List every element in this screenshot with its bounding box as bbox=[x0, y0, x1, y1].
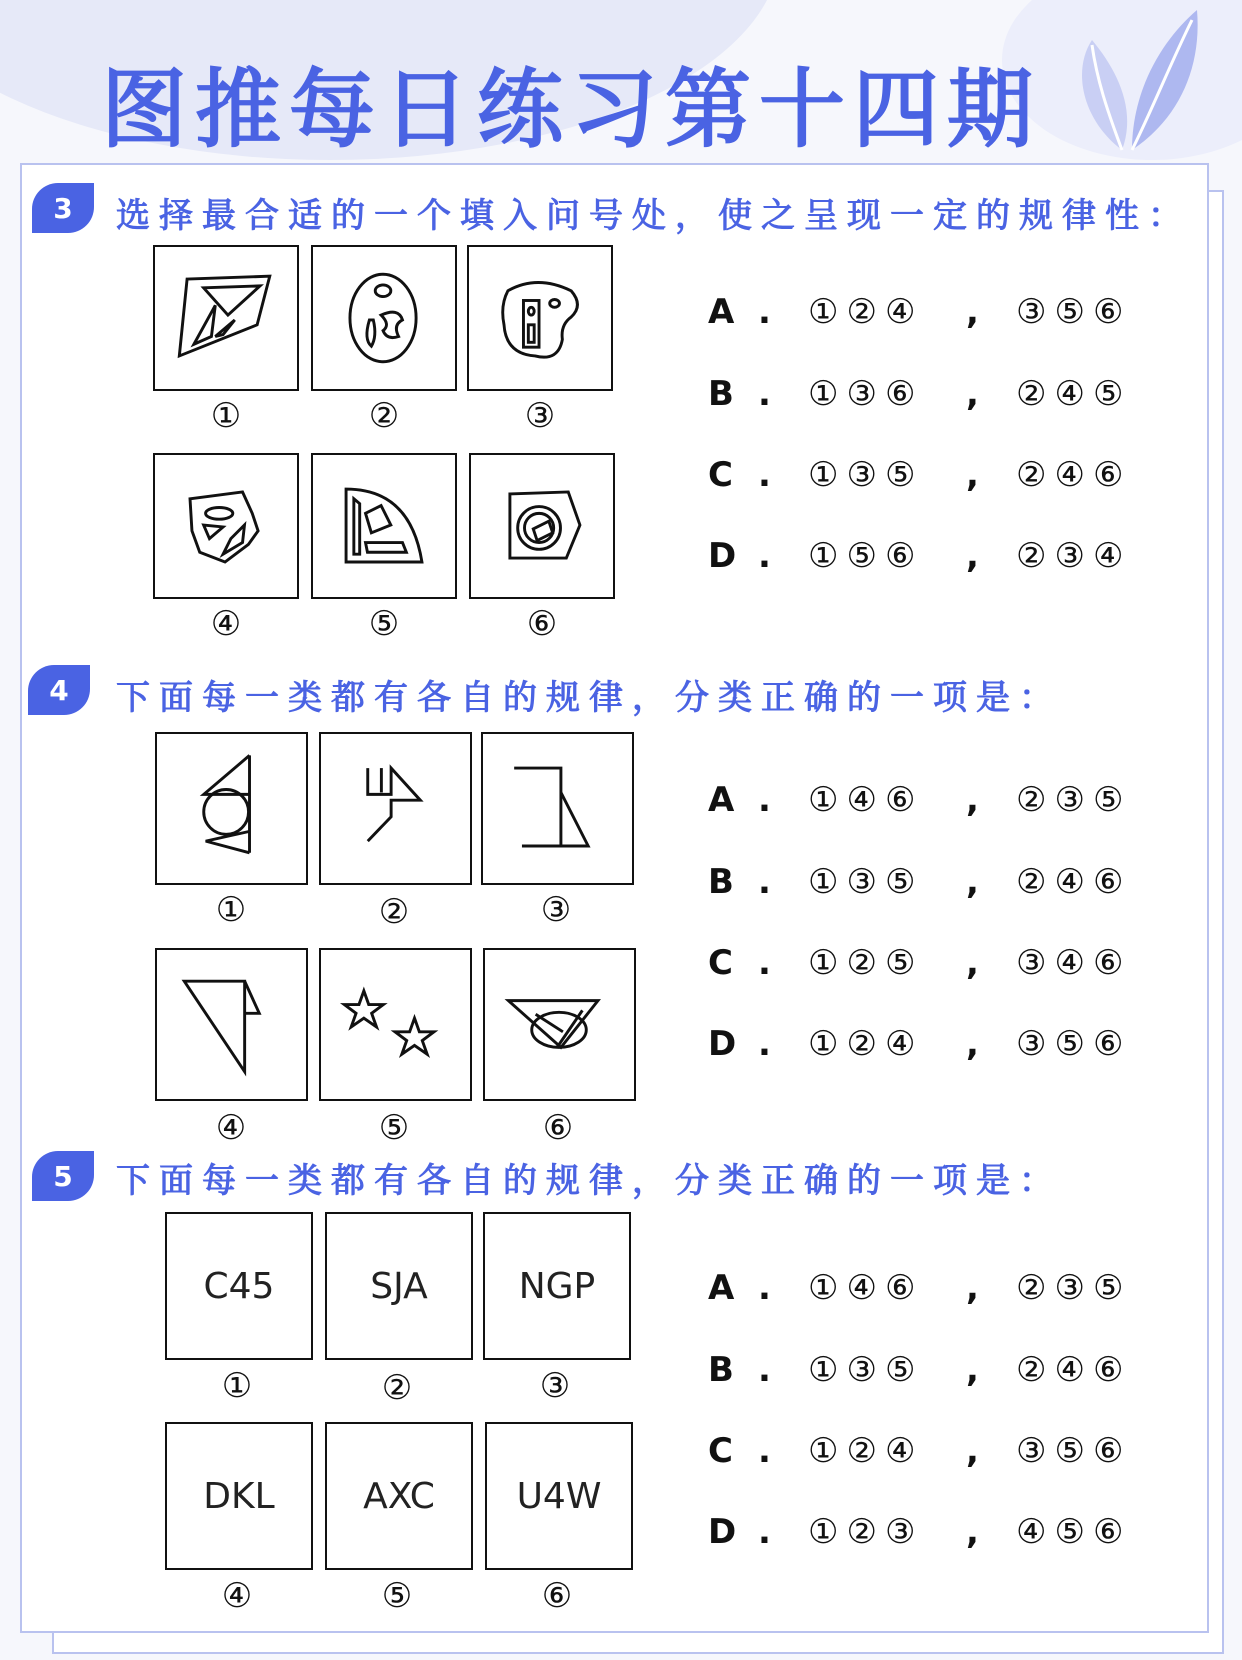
option-letter: B bbox=[708, 374, 734, 414]
option-group1: ①②④ bbox=[808, 1024, 924, 1064]
q4-label-5: ⑤ bbox=[378, 1108, 410, 1148]
option-group2: ③⑤⑥ bbox=[1016, 292, 1132, 332]
q4-figure-3[interactable] bbox=[481, 732, 634, 885]
option-letter: C bbox=[708, 943, 733, 983]
option-letter: B bbox=[708, 1350, 734, 1390]
page-title: 图推每日练习第十四期 bbox=[101, 60, 1041, 160]
option-comma: , bbox=[966, 455, 979, 495]
q5-option-d[interactable] bbox=[708, 1512, 1131, 1552]
q4-label-2: ② bbox=[378, 892, 410, 932]
q3-label-6: ⑥ bbox=[526, 604, 558, 644]
q5-option-b[interactable] bbox=[708, 1350, 1131, 1390]
option-group1: ①②④ bbox=[808, 292, 924, 332]
question-3-badge: 3 bbox=[32, 183, 94, 233]
q4-figure-2[interactable] bbox=[319, 732, 472, 885]
option-group2: ③⑤⑥ bbox=[1016, 1431, 1132, 1471]
option-dot: . bbox=[758, 780, 771, 820]
option-dot: . bbox=[758, 1431, 771, 1471]
option-group2: ②④⑥ bbox=[1016, 862, 1132, 902]
question-3-prompt: 选择最合适的一个填入问号处，使之呈现一定的规律性： bbox=[116, 196, 1191, 236]
option-group1: ①②⑤ bbox=[808, 943, 924, 983]
option-group2: ②④⑤ bbox=[1016, 374, 1132, 414]
option-letter: D bbox=[708, 1512, 737, 1552]
q5-label-3: ③ bbox=[539, 1366, 571, 1406]
option-group1: ①③⑤ bbox=[808, 455, 924, 495]
q4-figure-6[interactable] bbox=[483, 948, 636, 1101]
option-comma: , bbox=[966, 943, 979, 983]
option-comma: , bbox=[966, 292, 979, 332]
q5-figure-2[interactable] bbox=[325, 1212, 473, 1360]
option-letter: C bbox=[708, 455, 733, 495]
q5-figure-3[interactable] bbox=[483, 1212, 631, 1360]
option-group1: ①④⑥ bbox=[808, 780, 924, 820]
option-letter: B bbox=[708, 862, 734, 902]
option-comma: , bbox=[966, 1350, 979, 1390]
option-comma: , bbox=[966, 862, 979, 902]
q5-figure-text: C45 bbox=[203, 1265, 275, 1307]
q4-figure-5[interactable] bbox=[319, 948, 472, 1101]
q3-figure-1[interactable] bbox=[153, 245, 299, 391]
q5-figure-1[interactable] bbox=[165, 1212, 313, 1360]
option-dot: . bbox=[758, 536, 771, 576]
q5-figure-4[interactable] bbox=[165, 1422, 313, 1570]
option-group1: ①③⑤ bbox=[808, 1350, 924, 1390]
option-comma: , bbox=[966, 1512, 979, 1552]
option-group2: ②④⑥ bbox=[1016, 455, 1132, 495]
option-group2: ②③⑤ bbox=[1016, 1268, 1132, 1308]
option-group2: ③⑤⑥ bbox=[1016, 1024, 1132, 1064]
q4-option-b[interactable] bbox=[708, 862, 1131, 902]
option-group1: ①④⑥ bbox=[808, 1268, 924, 1308]
q5-label-6: ⑥ bbox=[541, 1576, 573, 1616]
option-letter: A bbox=[708, 292, 735, 332]
q5-label-4: ④ bbox=[221, 1576, 253, 1616]
option-group2: ③④⑥ bbox=[1016, 943, 1132, 983]
option-comma: , bbox=[966, 1431, 979, 1471]
q5-figure-5[interactable] bbox=[325, 1422, 473, 1570]
q3-option-b[interactable] bbox=[708, 374, 1131, 414]
q3-option-d[interactable] bbox=[708, 536, 1131, 576]
q3-option-c[interactable] bbox=[708, 455, 1131, 495]
option-group1: ①②③ bbox=[808, 1512, 924, 1552]
option-dot: . bbox=[758, 455, 771, 495]
q5-figure-6[interactable] bbox=[485, 1422, 633, 1570]
option-letter: D bbox=[708, 1024, 737, 1064]
q5-figure-text: SJA bbox=[370, 1265, 428, 1307]
q5-figure-text: DKL bbox=[203, 1475, 275, 1517]
q4-option-a[interactable] bbox=[708, 780, 1131, 820]
q5-figure-text: AXC bbox=[363, 1475, 435, 1517]
q3-figure-6[interactable] bbox=[469, 453, 615, 599]
q3-label-1: ① bbox=[210, 396, 242, 436]
option-group1: ①③⑤ bbox=[808, 862, 924, 902]
q3-figure-3[interactable] bbox=[467, 245, 613, 391]
q3-label-4: ④ bbox=[210, 604, 242, 644]
option-group2: ②③⑤ bbox=[1016, 780, 1132, 820]
q5-option-a[interactable] bbox=[708, 1268, 1131, 1308]
q4-label-4: ④ bbox=[215, 1108, 247, 1148]
q3-option-a[interactable] bbox=[708, 292, 1131, 332]
option-comma: , bbox=[966, 374, 979, 414]
q4-label-6: ⑥ bbox=[542, 1108, 574, 1148]
q3-figure-4[interactable] bbox=[153, 453, 299, 599]
q3-label-5: ⑤ bbox=[368, 604, 400, 644]
option-group1: ①③⑥ bbox=[808, 374, 924, 414]
option-dot: . bbox=[758, 292, 771, 332]
q3-label-3: ③ bbox=[524, 396, 556, 436]
option-letter: D bbox=[708, 536, 737, 576]
q4-figure-4[interactable] bbox=[155, 948, 308, 1101]
option-dot: . bbox=[758, 1024, 771, 1064]
option-dot: . bbox=[758, 862, 771, 902]
question-4-prompt: 下面每一类都有各自的规律，分类正确的一项是： bbox=[116, 678, 1062, 718]
q5-option-c[interactable] bbox=[708, 1431, 1131, 1471]
option-group2: ④⑤⑥ bbox=[1016, 1512, 1132, 1552]
question-5-prompt: 下面每一类都有各自的规律，分类正确的一项是： bbox=[116, 1161, 1062, 1201]
option-dot: . bbox=[758, 374, 771, 414]
q3-label-2: ② bbox=[368, 396, 400, 436]
q4-option-c[interactable] bbox=[708, 943, 1131, 983]
q4-option-d[interactable] bbox=[708, 1024, 1131, 1064]
option-dot: . bbox=[758, 1512, 771, 1552]
q4-label-1: ① bbox=[215, 890, 247, 930]
option-comma: , bbox=[966, 536, 979, 576]
option-letter: C bbox=[708, 1431, 733, 1471]
q5-label-5: ⑤ bbox=[381, 1576, 413, 1616]
q3-figure-5[interactable] bbox=[311, 453, 457, 599]
option-group2: ②③④ bbox=[1016, 536, 1132, 576]
option-letter: A bbox=[708, 1268, 735, 1308]
option-group2: ②④⑥ bbox=[1016, 1350, 1132, 1390]
q5-label-2: ② bbox=[381, 1368, 413, 1408]
option-comma: , bbox=[966, 1268, 979, 1308]
option-group1: ①⑤⑥ bbox=[808, 536, 924, 576]
option-dot: . bbox=[758, 1350, 771, 1390]
q5-figure-text: NGP bbox=[518, 1265, 596, 1307]
q4-figure-1[interactable] bbox=[155, 732, 308, 885]
option-letter: A bbox=[708, 780, 735, 820]
option-dot: . bbox=[758, 1268, 771, 1308]
q4-label-3: ③ bbox=[540, 890, 572, 930]
option-group1: ①②④ bbox=[808, 1431, 924, 1471]
option-comma: , bbox=[966, 1024, 979, 1064]
q5-label-1: ① bbox=[221, 1366, 253, 1406]
option-dot: . bbox=[758, 943, 771, 983]
q5-figure-text: U4W bbox=[516, 1475, 602, 1517]
option-comma: , bbox=[966, 780, 979, 820]
question-4-badge: 4 bbox=[28, 665, 90, 715]
q3-figure-2[interactable] bbox=[311, 245, 457, 391]
question-5-badge: 5 bbox=[32, 1151, 94, 1201]
